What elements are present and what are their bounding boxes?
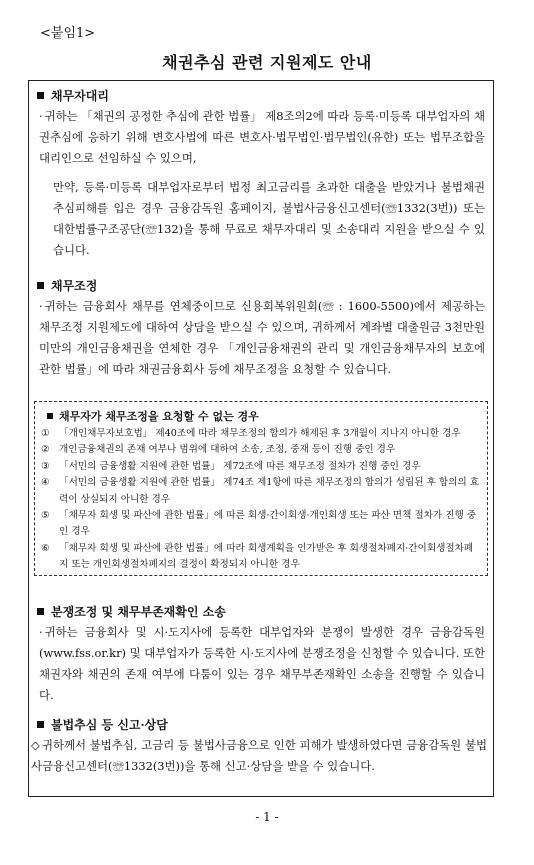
item-number: ② [41,444,50,456]
paragraph-debtor-agent-1 [39,106,485,169]
restrictions-heading [47,408,259,424]
item-text: 「채무자 회생 및 파산에 관한 법률」에 따른 회생·간이회생·개인회생 또는 파산 면책 절차가 진행 중인 경우 [59,510,477,538]
paragraph-text: 귀하께서 불법추심, 고금리 등 불법사금융으로 인한 피해가 발생하였다면 금융감독원 불법사금융신고센터(☏1332(3번))을 통해 신고·상담을 받을 수 있습니다. [31,738,487,773]
list-item [41,459,481,475]
list-item [41,541,481,574]
section-heading-text: 분쟁조정 및 채무부존재확인 소송 [51,605,226,619]
paragraph-text: 귀하는 「채권의 공정한 추심에 관한 법률」 제8조의2에 따라 등록·미등록 대부업자의 채권추심에 응하기 위해 변호사법에 따른 변호사·법무법인·법무법인(유한) 또는 법무조합을 대리인으로 선임하실 수 있으며, [39,109,485,165]
item-number: ⑥ [41,542,50,554]
section-heading-illegal-collection [37,716,168,733]
restrictions-list [41,426,481,574]
list-item [41,426,481,442]
restrictions-heading-text: 채무자가 채무조정을 요청할 수 없는 경우 [59,410,259,423]
page-title: 채권추심 관련 지원제도 안내 [162,53,372,72]
restrictions-box [34,401,488,576]
dot-bullet: · [39,109,43,123]
item-text: 개인금융채권의 존재 여부나 범위에 대하여 소송, 조정, 중재 등이 진행 중인 경우 [59,444,396,456]
section-heading-text: 불법추심 등 신고·상담 [51,718,168,732]
section-heading-text: 채무조정 [51,279,98,293]
square-bullet-icon [37,721,44,728]
list-item [41,475,481,508]
paragraph-text: 귀하는 금융회사 및 시·도지사에 등록한 대부업자와 분쟁이 발생한 경우 금융감독원(www.fss.or.kr) 및 대부업자가 등록한 시·도지사에 분쟁조정을 신청할 수 있습니다. 또한 채권자와 채권의 존재 여부에 다툼이 있는 경우 채무부존재확인 소송을 진행할 수 있습니다. [39,625,485,702]
item-number: ④ [41,477,50,489]
section-heading-dispute [37,603,226,620]
item-number: ① [41,428,50,439]
attachment-label: <붙임1> [40,26,96,41]
info-box [28,80,494,797]
item-text: 「서민의 금융생활 지원에 관한 법률」 제72조에 따른 채무조정 절차가 진행 중인 경우 [59,460,421,472]
section-heading-text: 채무자대리 [51,89,109,103]
square-bullet-icon [37,608,44,615]
square-bullet-icon [47,413,53,419]
diamond-bullet-icon: ◇ [31,738,40,752]
square-bullet-icon [37,282,44,289]
item-number: ⑤ [41,510,50,522]
list-item [41,508,481,541]
dot-bullet: · [39,625,43,639]
paragraph-debt-adjustment [39,296,485,380]
item-text: 「서민의 금융생활 지원에 관한 법률」 제74조 제1항에 따른 채무조정의 합의가 성립된 후 합의의 효력이 상실되지 아니한 경우 [59,477,480,505]
item-text: 「채무자 회생 및 파산에 관한 법률」에 따라 회생계획을 인가받은 후 회생절차폐지·간이회생절차폐지 또는 개인회생절차폐지의 결정이 확정되지 아니한 경우 [59,542,474,571]
page-number: - 1 - [255,810,279,824]
section-heading-debtor-agent [37,87,109,104]
paragraph-text: 만약, 등록·미등록 대부업자로부터 법정 최고금리를 초과한 대출을 받았거나 불법채권추심피해를 입은 경우 금융감독원 홈페이지, 불법사금융신고센터(☏1332(3번)) 또는 대한법률구조공단(☏132)을 통해 무료로 채무자대리 및 소송대리 지원을 받으실 수 있습니다. [53,180,485,257]
item-text: 「개인채무자보호법」 제40조에 따라 채무조정의 합의가 해제된 후 3개월이 지나지 아니한 경우 [59,428,461,439]
paragraph-debtor-agent-2 [39,177,485,261]
list-item [41,442,481,458]
paragraph-illegal-collection [31,735,487,777]
square-bullet-icon [37,92,44,99]
dot-bullet: · [39,299,43,313]
item-number: ③ [41,460,50,472]
paragraph-dispute [39,622,485,706]
paragraph-text: 귀하는 금융회사 채무를 연체중이므로 신용회복위원회(☏ : 1600-5500)에서 제공하는 채무조정 지원제도에 대하여 상담을 받으실 수 있으며, 귀하께서 계좌별 대출원금 3천만원 미만의 개인금융채권을 연체한 경우 「개인금융채권의 관리 및 개인금융채무자의 보호에 관한 법률」에 따라 채권금융회사 등에 채무조정을 요청할 수 있습니다. [39,299,485,376]
section-heading-debt-adjustment [37,277,97,294]
